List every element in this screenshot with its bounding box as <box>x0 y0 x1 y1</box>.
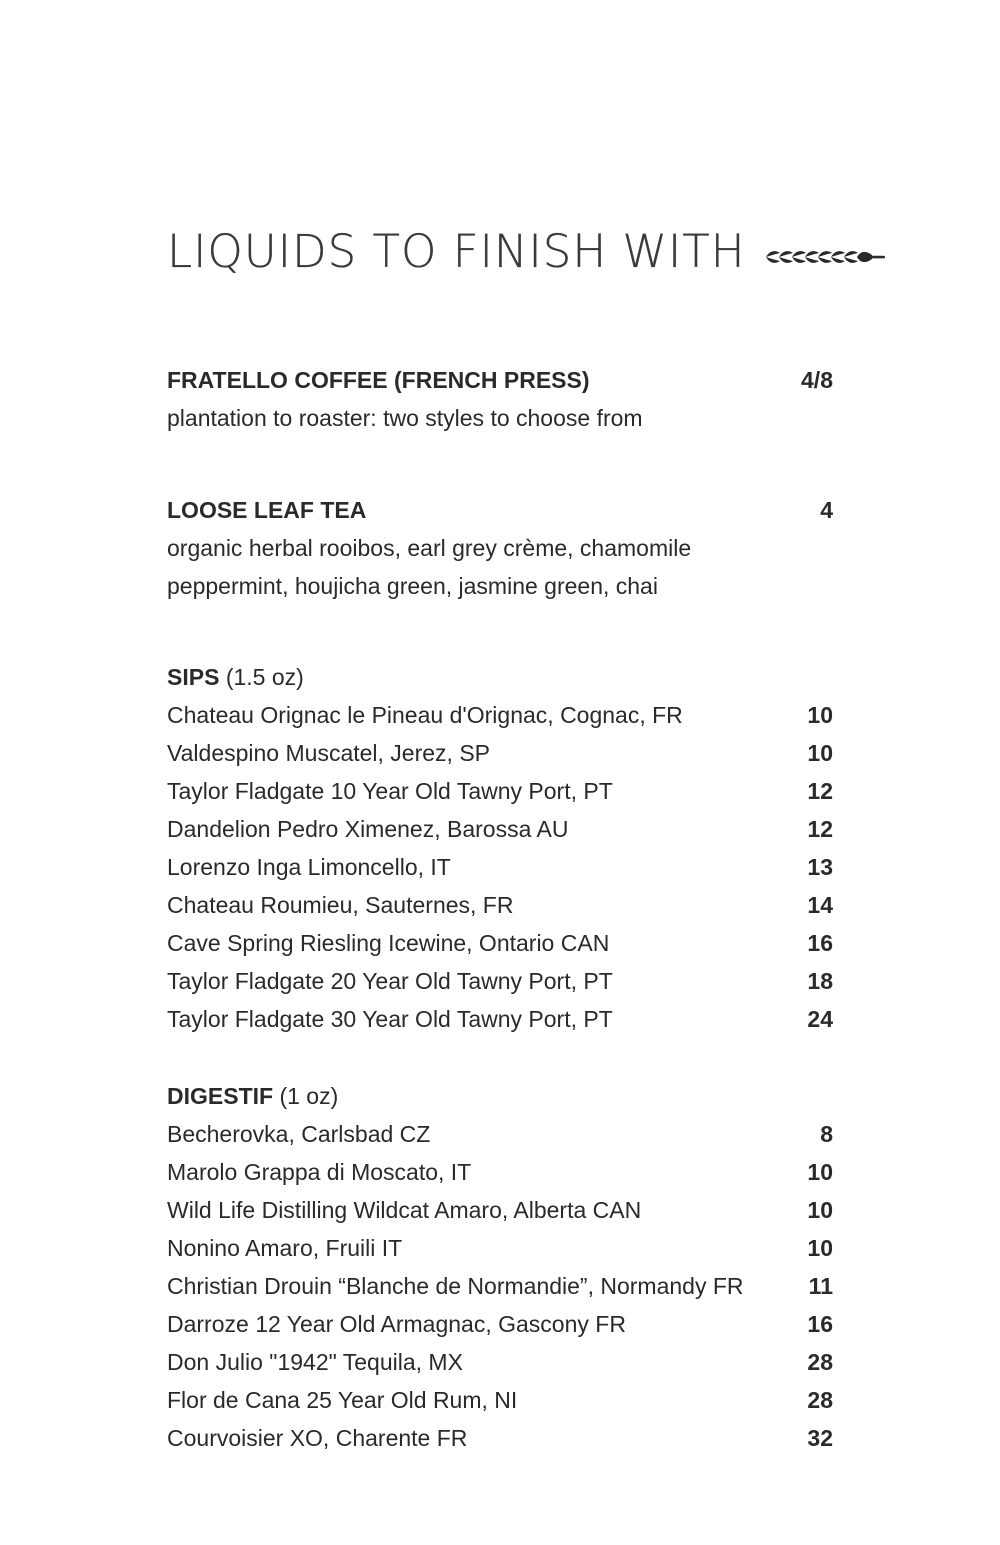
item-name: Valdespino Muscatel, Jerez, SP <box>167 740 491 766</box>
item-price: 10 <box>807 702 833 728</box>
item-name: Marolo Grappa di Moscato, IT <box>167 1159 472 1185</box>
item-name: FRATELLO COFFEE (FRENCH PRESS) <box>167 367 590 393</box>
item-price: 10 <box>807 1197 833 1223</box>
item-price: 12 <box>807 778 833 804</box>
section-title: DIGESTIF <box>167 1083 274 1109</box>
item-name: Dandelion Pedro Ximenez, Barossa AU <box>167 816 569 842</box>
list-item <box>167 924 833 962</box>
item-name: Christian Drouin “Blanche de Normandie”, Normandy FR <box>167 1273 744 1299</box>
serving-size: (1 oz) <box>279 1083 339 1109</box>
item-price: 16 <box>807 1311 833 1337</box>
item-price: 16 <box>807 930 833 956</box>
list-item <box>167 1191 833 1229</box>
item-price: 13 <box>807 854 833 880</box>
item-name: Darroze 12 Year Old Armagnac, Gascony FR <box>167 1311 626 1337</box>
sips-heading <box>167 658 833 696</box>
list-item <box>167 1381 833 1419</box>
wheat-sprig-icon <box>764 246 886 268</box>
item-name: Taylor Fladgate 30 Year Old Tawny Port, PT <box>167 1006 613 1032</box>
item-name: Becherovka, Carlsbad CZ <box>167 1121 431 1147</box>
section-title: SIPS <box>167 664 220 690</box>
item-name: Lorenzo Inga Limoncello, IT <box>167 854 451 880</box>
item-price: 10 <box>807 740 833 766</box>
item-name: Don Julio "1942" Tequila, MX <box>167 1349 463 1375</box>
item-name: Wild Life Distilling Wildcat Amaro, Alberta CAN <box>167 1197 642 1223</box>
item-price: 28 <box>807 1387 833 1413</box>
item-price: 11 <box>808 1273 833 1299</box>
tea-row <box>167 491 833 529</box>
digestif-heading <box>167 1077 833 1115</box>
item-price: 4 <box>820 497 833 523</box>
item-name: LOOSE LEAF TEA <box>167 497 367 523</box>
title-row <box>167 222 886 282</box>
list-item <box>167 1305 833 1343</box>
serving-size: (1.5 oz) <box>225 664 304 690</box>
item-name: Courvoisier XO, Charente FR <box>167 1425 468 1451</box>
item-name: Taylor Fladgate 20 Year Old Tawny Port, PT <box>167 968 613 994</box>
list-item <box>167 886 833 924</box>
item-price: 12 <box>807 816 833 842</box>
list-item <box>167 734 833 772</box>
list-item <box>167 1343 833 1381</box>
item-price: 10 <box>807 1235 833 1261</box>
list-item <box>167 772 833 810</box>
item-price: 32 <box>807 1425 833 1451</box>
coffee-row <box>167 361 833 399</box>
item-name: Cave Spring Riesling Icewine, Ontario CAN <box>167 930 610 956</box>
item-name: Taylor Fladgate 10 Year Old Tawny Port, PT <box>167 778 613 804</box>
item-price: 10 <box>807 1159 833 1185</box>
page-title: LIQUIDS TO FINISH WITH <box>167 225 746 278</box>
coffee-description: plantation to roaster: two styles to choose from <box>167 405 643 431</box>
list-item <box>167 1267 833 1305</box>
item-price: 8 <box>820 1121 833 1147</box>
list-item <box>167 810 833 848</box>
item-price: 28 <box>807 1349 833 1375</box>
list-item <box>167 962 833 1000</box>
tea-description-line: organic herbal rooibos, earl grey crème, chamomile <box>167 535 692 561</box>
item-price: 4/8 <box>801 367 833 393</box>
item-name: Nonino Amaro, Fruili IT <box>167 1235 403 1261</box>
tea-description-line: peppermint, houjicha green, jasmine green, chai <box>167 573 658 599</box>
item-name: Chateau Roumieu, Sauternes, FR <box>167 892 514 918</box>
list-item <box>167 1115 833 1153</box>
list-item <box>167 848 833 886</box>
item-name: Flor de Cana 25 Year Old Rum, NI <box>167 1387 518 1413</box>
list-item <box>167 1000 833 1038</box>
item-name: Chateau Orignac le Pineau d'Orignac, Cognac, FR <box>167 702 683 728</box>
item-price: 24 <box>807 1006 833 1032</box>
item-price: 18 <box>807 968 833 994</box>
list-item <box>167 1419 833 1457</box>
item-price: 14 <box>807 892 833 918</box>
list-item <box>167 696 833 734</box>
list-item <box>167 1229 833 1267</box>
list-item <box>167 1153 833 1191</box>
